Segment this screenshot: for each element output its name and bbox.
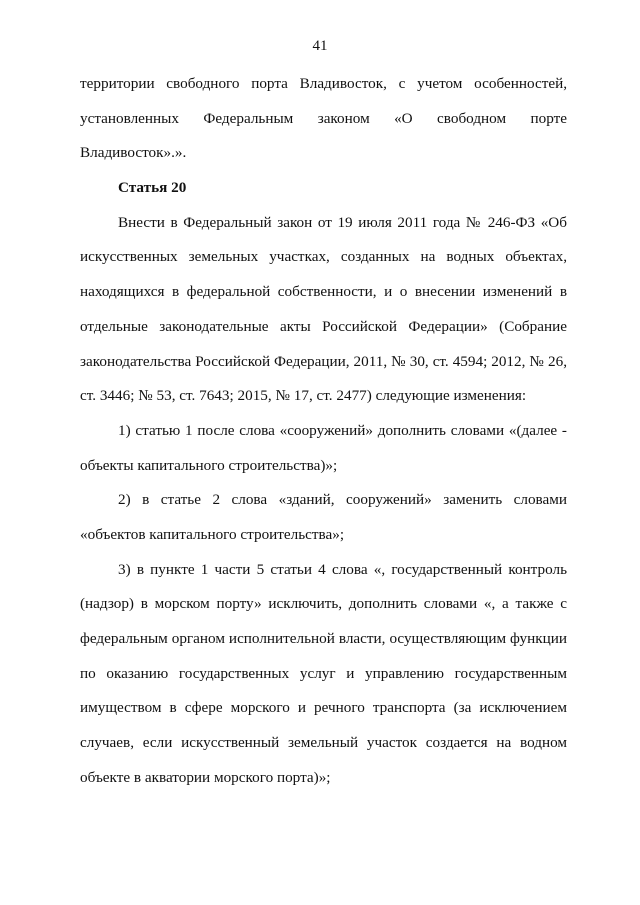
page-number: 41 [312, 38, 328, 54]
list-item-line: федеральным органом исполнительной власти, осуществляющим функции [80, 630, 567, 647]
text-line: территории свободного порта Владивосток, с учетом особенностей, [80, 75, 567, 92]
text-line: установленных Федеральным законом «О свободном порте [80, 109, 567, 127]
text-line: законодательства Российской Федерации, 2011, № 30, ст. 4594; 2012, № 26, [80, 352, 567, 370]
list-item-line: «объектов капитального строительства»; [80, 525, 345, 543]
text-line: Владивосток».». [80, 144, 187, 162]
list-item-line: имуществом в сфере морского и речного транспорта (за исключением [80, 699, 567, 717]
text-line: отдельные законодательные акты Российской Федерации» (Собрание [80, 317, 567, 335]
document-body [80, 67, 567, 795]
text-line: искусственных земельных участках, созданных на водных объектах, [80, 248, 567, 266]
list-item-line: объекте в акватории морского порта)»; [80, 768, 331, 786]
text-line: ст. 3446; № 53, ст. 7643; 2015, № 17, ст. 2477) следующие изменения: [80, 387, 527, 405]
list-item-line: 1) статью 1 после слова «сооружений» дополнить словами «(далее - [118, 421, 567, 439]
list-item-line: объекты капитального строительства)»; [80, 456, 338, 474]
list-item-line: 3) в пункте 1 части 5 статьи 4 слова «, государственный контроль [118, 560, 567, 578]
list-item-line: случаев, если искусственный земельный участок создается на водном [80, 734, 567, 752]
text-line: Внести в Федеральный закон от 19 июля 2011 года № 246-ФЗ «Об [118, 213, 567, 231]
list-item-line: (надзор) в морском порту» исключить, дополнить словами «, а также с [80, 595, 567, 613]
list-item-line: по оказанию государственных услуг и управлению государственным [80, 664, 567, 682]
list-item-line: 2) в статье 2 слова «зданий, сооружений» заменить словами [118, 491, 567, 509]
article-heading: Статья 20 [118, 179, 187, 197]
text-line: находящихся в федеральной собственности, и о внесении изменений в [80, 283, 567, 301]
